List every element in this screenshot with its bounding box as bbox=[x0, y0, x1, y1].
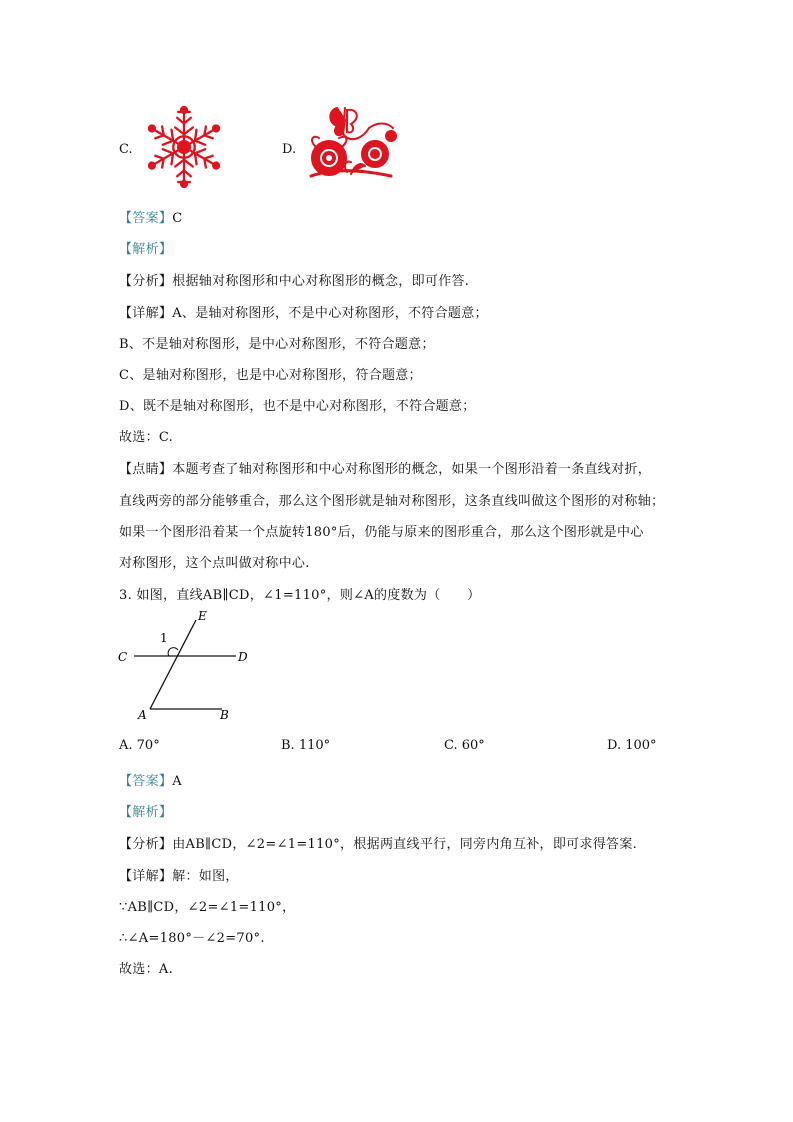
analysis-tag: 【解析】 bbox=[119, 242, 173, 257]
xiangjie-line-a: A、是轴对称图形，不是中心对称图形，不符合题意； bbox=[172, 306, 488, 321]
q3-option-c: C. 60° bbox=[444, 738, 485, 753]
snowflake-papercut-icon bbox=[145, 104, 223, 190]
fenxi-tag: 【分析】 bbox=[119, 274, 173, 289]
q3-therefore: ∴∠A=180°－∠2=70°. bbox=[119, 931, 265, 946]
q3-conclusion: 故选：A. bbox=[119, 962, 174, 977]
q3-option-a: A. 70° bbox=[119, 738, 160, 753]
q3-option-d: D. 100° bbox=[607, 738, 657, 753]
answer-value: C bbox=[172, 211, 183, 226]
dianjing-text-1: 本题考查了轴对称图形和中心对称图形的概念，如果一个图形沿着一条直线对折， bbox=[172, 462, 652, 477]
label-1: 1 bbox=[160, 631, 168, 645]
q3-stem: 3. 如图，直线AB∥CD，∠1=110°，则∠A的度数为（ ） bbox=[119, 588, 481, 603]
q2-line-d: D、既不是轴对称图形，也不是中心对称图形，不符合题意； bbox=[119, 399, 476, 414]
q3-xiangjie-tag: 【详解】 bbox=[119, 869, 173, 884]
q3-analysis-tag: 【解析】 bbox=[119, 805, 173, 820]
q2-analysis-line bbox=[119, 238, 172, 257]
q3-fenxi-text: 由AB∥CD，∠2=∠1=110°，根据两直线平行，同旁内角互补，即可求得答案. bbox=[172, 837, 638, 852]
dianjing-tag: 【点睛】 bbox=[119, 462, 173, 477]
angle-1-arc bbox=[168, 648, 178, 656]
fenxi-text: 根据轴对称图形和中心对称图形的概念，即可作答. bbox=[172, 274, 470, 289]
q2-answer-line bbox=[119, 207, 182, 226]
q3-because: ∵AB∥CD，∠2=∠1=110°， bbox=[119, 900, 296, 915]
q3-xiangjie-line bbox=[119, 865, 239, 884]
label-e: E bbox=[198, 609, 207, 623]
q2-dianjing-line-4: 对称图形，这个点叫做对称中心. bbox=[119, 556, 310, 571]
q3-fenxi-tag: 【分析】 bbox=[119, 837, 173, 852]
q2-line-c: C、是轴对称图形，也是中心对称图形，符合题意； bbox=[119, 368, 422, 383]
q2-fenxi-line bbox=[119, 270, 469, 289]
q3-answer-line bbox=[119, 770, 182, 789]
option-c-label: C. bbox=[119, 142, 133, 157]
option-d-label: D. bbox=[282, 142, 297, 157]
q3-answer-value: A bbox=[172, 774, 182, 789]
label-a: A bbox=[138, 708, 147, 722]
q2-line-b: B、不是轴对称图形，是中心对称图形，不符合题意； bbox=[119, 337, 435, 352]
label-c: C bbox=[118, 650, 128, 664]
butterfly-flowers-papercut-icon bbox=[303, 104, 399, 184]
q2-dianjing-line-3: 如果一个图形沿着某一个点旋转180°后，仍能与原来的图形重合，那么这个图形就是中心 bbox=[119, 525, 644, 540]
transversal-ae bbox=[150, 620, 196, 709]
q2-conclusion: 故选：C. bbox=[119, 430, 174, 445]
parallel-lines-figure bbox=[112, 606, 262, 728]
q2-xiangjie-line bbox=[119, 302, 488, 321]
label-b: B bbox=[220, 708, 229, 722]
label-d: D bbox=[238, 650, 248, 664]
q3-fenxi-line bbox=[119, 833, 637, 852]
q3-xiangjie-text: 解：如图， bbox=[172, 869, 239, 884]
q3-analysis-line bbox=[119, 801, 172, 820]
xiangjie-tag: 【详解】 bbox=[119, 306, 173, 321]
answer-tag: 【答案】 bbox=[119, 211, 173, 226]
q3-option-b: B. 110° bbox=[281, 738, 331, 753]
q3-answer-tag: 【答案】 bbox=[119, 774, 173, 789]
options-cd-row bbox=[119, 100, 419, 190]
q2-dianjing-line-2: 直线两旁的部分能够重合，那么这个图形就是轴对称图形，这条直线叫做这个图形的对称轴； bbox=[119, 494, 665, 509]
q2-dianjing-line-1 bbox=[119, 458, 651, 477]
q3-options-row bbox=[119, 738, 679, 756]
